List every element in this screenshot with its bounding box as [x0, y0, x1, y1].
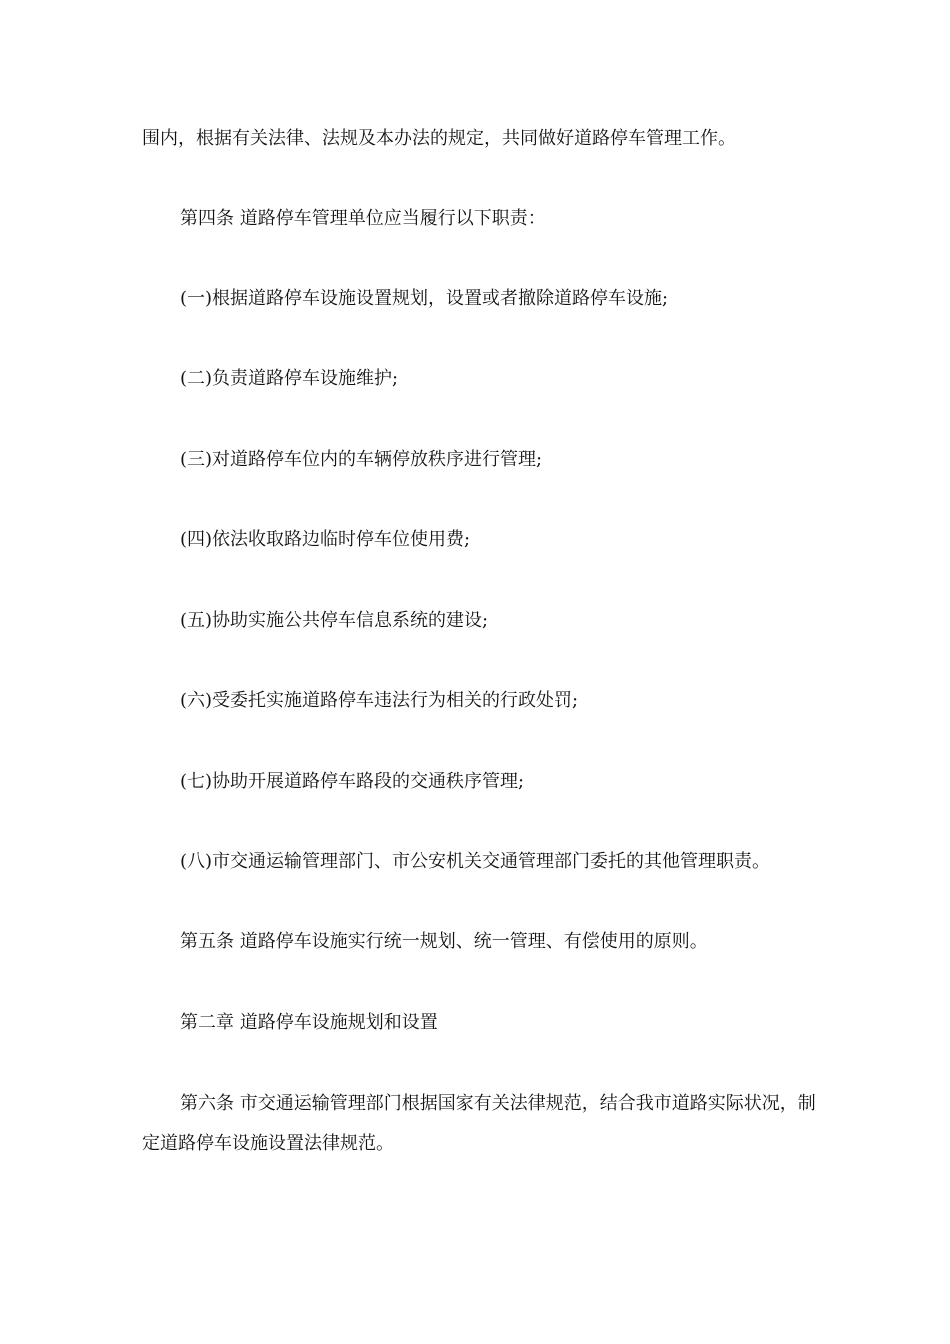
chapter-2-heading: 第二章 道路停车设施规划和设置	[180, 1012, 438, 1033]
list-item-7: (七)协助开展道路停车路段的交通秩序管理;	[180, 771, 525, 792]
paragraph-continuation: 围内，根据有关法律、法规及本办法的规定，共同做好道路停车管理工作。	[142, 128, 736, 149]
list-item-4: (四)依法收取路边临时停车位使用费;	[180, 529, 471, 550]
article-6: 第六条 市交通运输管理部门根据国家有关法律规范，结合我市道路实际状况，制定道路停车设施设置法律规范。	[142, 1093, 816, 1154]
article-5: 第五条 道路停车设施实行统一规划、统一管理、有偿使用的原则。	[180, 931, 708, 952]
list-item-1: (一)根据道路停车设施设置规划，设置或者撤除道路停车设施;	[180, 288, 669, 309]
list-item-2: (二)负责道路停车设施维护;	[180, 368, 399, 389]
list-item-6: (六)受委托实施道路停车违法行为相关的行政处罚;	[180, 690, 579, 711]
list-item-8: (八)市交通运输管理部门、市公安机关交通管理部门委托的其他管理职责。	[180, 851, 771, 872]
list-item-5: (五)协助实施公共停车信息系统的建设;	[180, 610, 489, 631]
list-item-3: (三)对道路停车位内的车辆停放秩序进行管理;	[180, 449, 543, 470]
article-4-heading: 第四条 道路停车管理单位应当履行以下职责：	[180, 208, 546, 229]
